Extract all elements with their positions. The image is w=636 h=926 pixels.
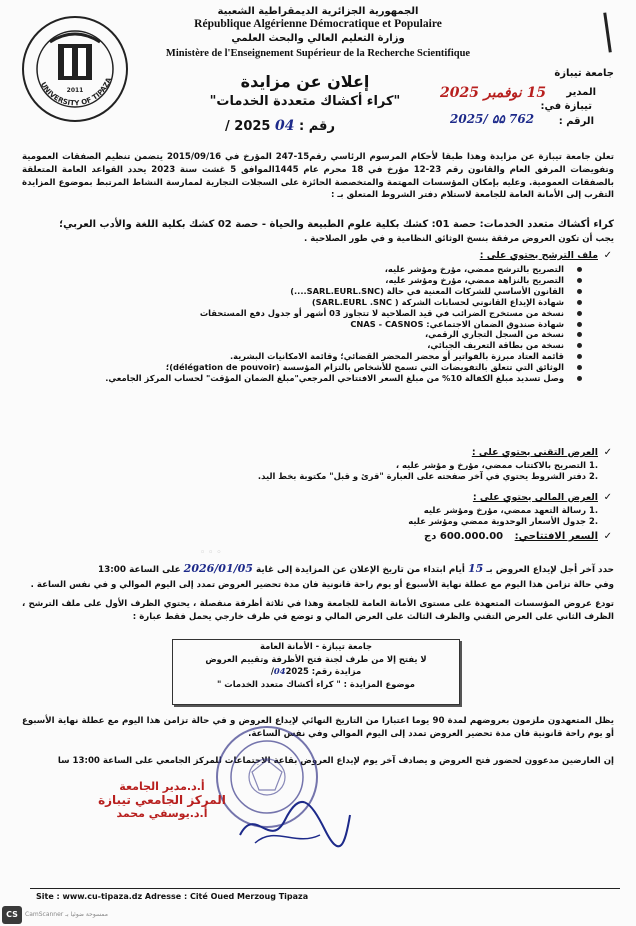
signature-scribble: [235, 795, 355, 855]
announcement-subtitle: "كراء أكشاك متعددة الخدمات": [209, 94, 401, 109]
director-label: المدير: [566, 87, 596, 98]
announcement-title: إعلان عن مزايدة: [240, 72, 370, 91]
list-item: نسخة من السجل التجاري الرقمي،: [48, 329, 568, 340]
list-item: نسخة من مستخرج الضرائب في قيد الصلاحية لا تتجاوز 03 أشهر أو جدول دفع المستحقات: [48, 308, 568, 319]
logo-text: UNIVERSITY OF TIPAZA: [38, 76, 114, 108]
list-item: نسخة من بطاقة التعريف الجبائي،: [48, 340, 568, 351]
reference-number: 04: [275, 118, 295, 134]
footer-address: Site : www.cu-tipaza.dz Adresse : Cité Oued Merzoug Tipaza: [36, 892, 309, 901]
handwritten-date: 15 نوفمبر 2025: [440, 85, 547, 101]
opening-price-label: السعر الافتتاحي:: [514, 531, 598, 542]
handwritten-reference: 2025/ ۵۵ 762: [450, 112, 535, 126]
signature-line2: المركز الجامعي تيبازة: [98, 793, 226, 807]
envelope-line1: جامعة تيبازة - الأمانة العامة: [259, 641, 372, 651]
republic-french: République Algérienne Démocratique et Populaire: [194, 18, 442, 30]
deadline-extension: وفي حالة تزامن هذا اليوم مع عطلة نهاية الأسبوع أو يوم راحة قانونية فان مدة تحضير العروض تمدد إلى اليوم الموالي و في نفس الساعة .: [30, 580, 614, 590]
check-icon: ✓: [603, 492, 612, 503]
list-item: وصل تسديد مبلغ الكفالة 10% من مبلغ السعر الافتتاحي المرجعي"مبلغ الضمان المؤقت" لحساب المركز الجامعي.: [48, 373, 568, 384]
list-item: شهادة الإيداع القانوني لحسابات الشركة ( SARL.EURL .SNC): [48, 297, 568, 308]
signature-line1: أ.د.مدير الجامعة: [119, 780, 205, 793]
reference-label: رقم :: [299, 119, 335, 134]
university-logo: [20, 14, 130, 124]
ministry-french: Ministère de l'Enseignement Supérieur de la Recherche Scientifique: [165, 48, 471, 59]
envelope-line3: مزايدة رقم: 042025/: [270, 666, 362, 676]
candidacy-title: ملف الترشح يحتوي على :: [479, 250, 598, 261]
list-item: القانون الأساسي للشركات المعنية في حالة (SARL.EURL.SNC....): [48, 286, 568, 297]
list-item: التصريح بالنزاهة ممضي، مؤرخ ومؤشر عليه،: [48, 275, 568, 286]
lots-text: حصة 01: كشك بكلية علوم الطبيعة والحياة - حصة 02 كشك بكلية اللغة والأدب العربي؛: [59, 219, 477, 230]
submission-paragraph: تودع عروض المؤسسات المتعهدة على مستوى الأمانة العامة للجامعة وهذا في ثلاثة أظرفة منفصلة ، يحتوي الظرف الأول على ملف الترشح ، الظرف الثاني على العرض التقني والظرف الثالث على العرض المالي و توضع في ظرف خارجي يحمل فقط عبارة :: [22, 599, 614, 622]
check-icon: ✓: [603, 447, 612, 458]
number-label: الرقم :: [558, 116, 594, 127]
camscanner-logo-icon: CS: [2, 906, 22, 924]
list-item: قائمة العتاد مبرزة بالفواتير أو محضر المحضر القضائي؛ وقائمة الامكانيات البشرية.: [48, 351, 568, 362]
logo-year: 2011: [66, 87, 84, 94]
opening-price: [424, 531, 598, 542]
lots-line: [59, 219, 614, 230]
deadline-line: حدد آخر أجل لإيداع العروض بـ 15 أيام ابتداء من تاريخ الإعلان عن المزايدة إلى غاية 2026/01/05 على الساعة 13:00: [98, 562, 614, 575]
intro-paragraph: تعلن جامعة تيبازة عن مزايدة وهذا طبقا لأحكام المرسوم الرئاسي رقم15-247 المؤرخ في 2015/09/16 يتضمن تنظيم الصفقات العمومية وتفويضات المرفق العام والقانون رقم 23-12 مؤرخ في 18 محرم عام 1445الموافق 5 غشت سنة 2023 يحدد القواعد العامة المتعلقة بالصفقات العمومية. وعليه بإمكان المؤسسات المهتمة والمتخصصة الحائزة على السجلات التجارية لممارسة النشاط المرتبط بموضوع المزايدة التقرب إلى الأمانة العامة للجامعة لاستلام دفتر الشروط المتعلق بـ :: [22, 152, 615, 201]
republic-arabic: الجمهورية الجزائرية الديمقراطية الشعبية: [217, 6, 419, 17]
university-name: جامعة تيبازة: [554, 68, 614, 79]
tipaza-on-label: تيبازة في:: [540, 101, 592, 112]
check-icon: ✓: [603, 531, 612, 542]
opening-price-value: 600.000.00 دج: [424, 531, 504, 542]
ministry-arabic: وزارة التعليم العالي والبحث العلمي: [231, 33, 405, 44]
envelope-line2: لا يفتح إلا من طرف لجنة فتح الأظرفة وتقييم العروض: [205, 653, 427, 664]
deadline-hour: 13:00: [98, 565, 127, 575]
technical-title: العرض التقني يحتوي على :: [471, 447, 598, 458]
signature-block: [92, 780, 232, 820]
envelope-line4: موضوع المزايدة : " كراء أكشاك متعدد الخدمات ": [217, 678, 415, 689]
list-item: شهادة صندوق الضمان الاجتماعي: CNAS - CASNOS: [48, 319, 568, 330]
deadline-days: 15: [467, 562, 484, 575]
candidacy-list: [48, 264, 568, 384]
financial-list: [408, 505, 598, 527]
lots-label: كراء أكشاك متعدد الخدمات:: [479, 219, 614, 230]
list-item: .2 جدول الأسعار الوحدوية ممضي ومؤشر عليه: [408, 516, 598, 526]
announcement-reference: [225, 118, 335, 134]
footer-divider: [30, 888, 620, 889]
check-icon: ✓: [603, 250, 612, 261]
envelope-label-box: [172, 639, 460, 705]
financial-title: العرض المالي يحتوي على :: [472, 492, 598, 503]
signature-line3: أ.د.يوسفي محمد: [116, 807, 208, 820]
list-item: .1 رسالة التعهد ممضي، مؤرخ ومؤشر عليه: [423, 505, 598, 515]
deadline-date: 2026/01/05: [183, 562, 253, 575]
validity-note: يجب أن تكون العروض مرفقة بنسخ الوثائق النظامية و في طور الصلاحية .: [303, 234, 614, 244]
camscanner-label: CamScanner ممسوحة ضوئيا بـ: [25, 911, 108, 918]
validity-period-paragraph: يظل المتعهدون ملزمون بعروضهم لمدة 90 يوما اعتبارا من التاريخ النهائي لإيداع العروض و في حالة تزامن هذا اليوم مع عطلة نهاية الأسبوع أو يوم راحة قانونية فان مدة تحضير العروض تمدد إلى اليوم الموالي وفي نفس الساعة.: [22, 716, 614, 739]
list-item: .1 التصريح بالاكتتاب ممضي، مؤرخ و مؤشر عليه ،: [395, 460, 598, 470]
faded-text: ◦ ◦ ◦: [200, 548, 222, 558]
list-item: التصريح بالترشح ممضي، مؤرخ ومؤشر عليه،: [48, 264, 568, 275]
reference-year: 2025 /: [225, 119, 271, 134]
list-item: الوثائق التي تتعلق بالتفويضات التي تسمح للأشخاص بالتزام المؤسسة (délégation de pouvoir)؛: [48, 362, 568, 373]
opening-paragraph: إن العارضين مدعوون لحضور فتح العروض و يصادف آخر يوم لإيداع العروض بقاعة الاجتماعات للمركز الجامعي على الساعة 13:00 سا: [57, 756, 614, 766]
technical-list: [258, 460, 598, 482]
list-item: .2 دفتر الشروط يحتوي في آخر صفحته على العبارة "قرئ و قبل" مكتوبة بخط اليد.: [257, 471, 598, 481]
